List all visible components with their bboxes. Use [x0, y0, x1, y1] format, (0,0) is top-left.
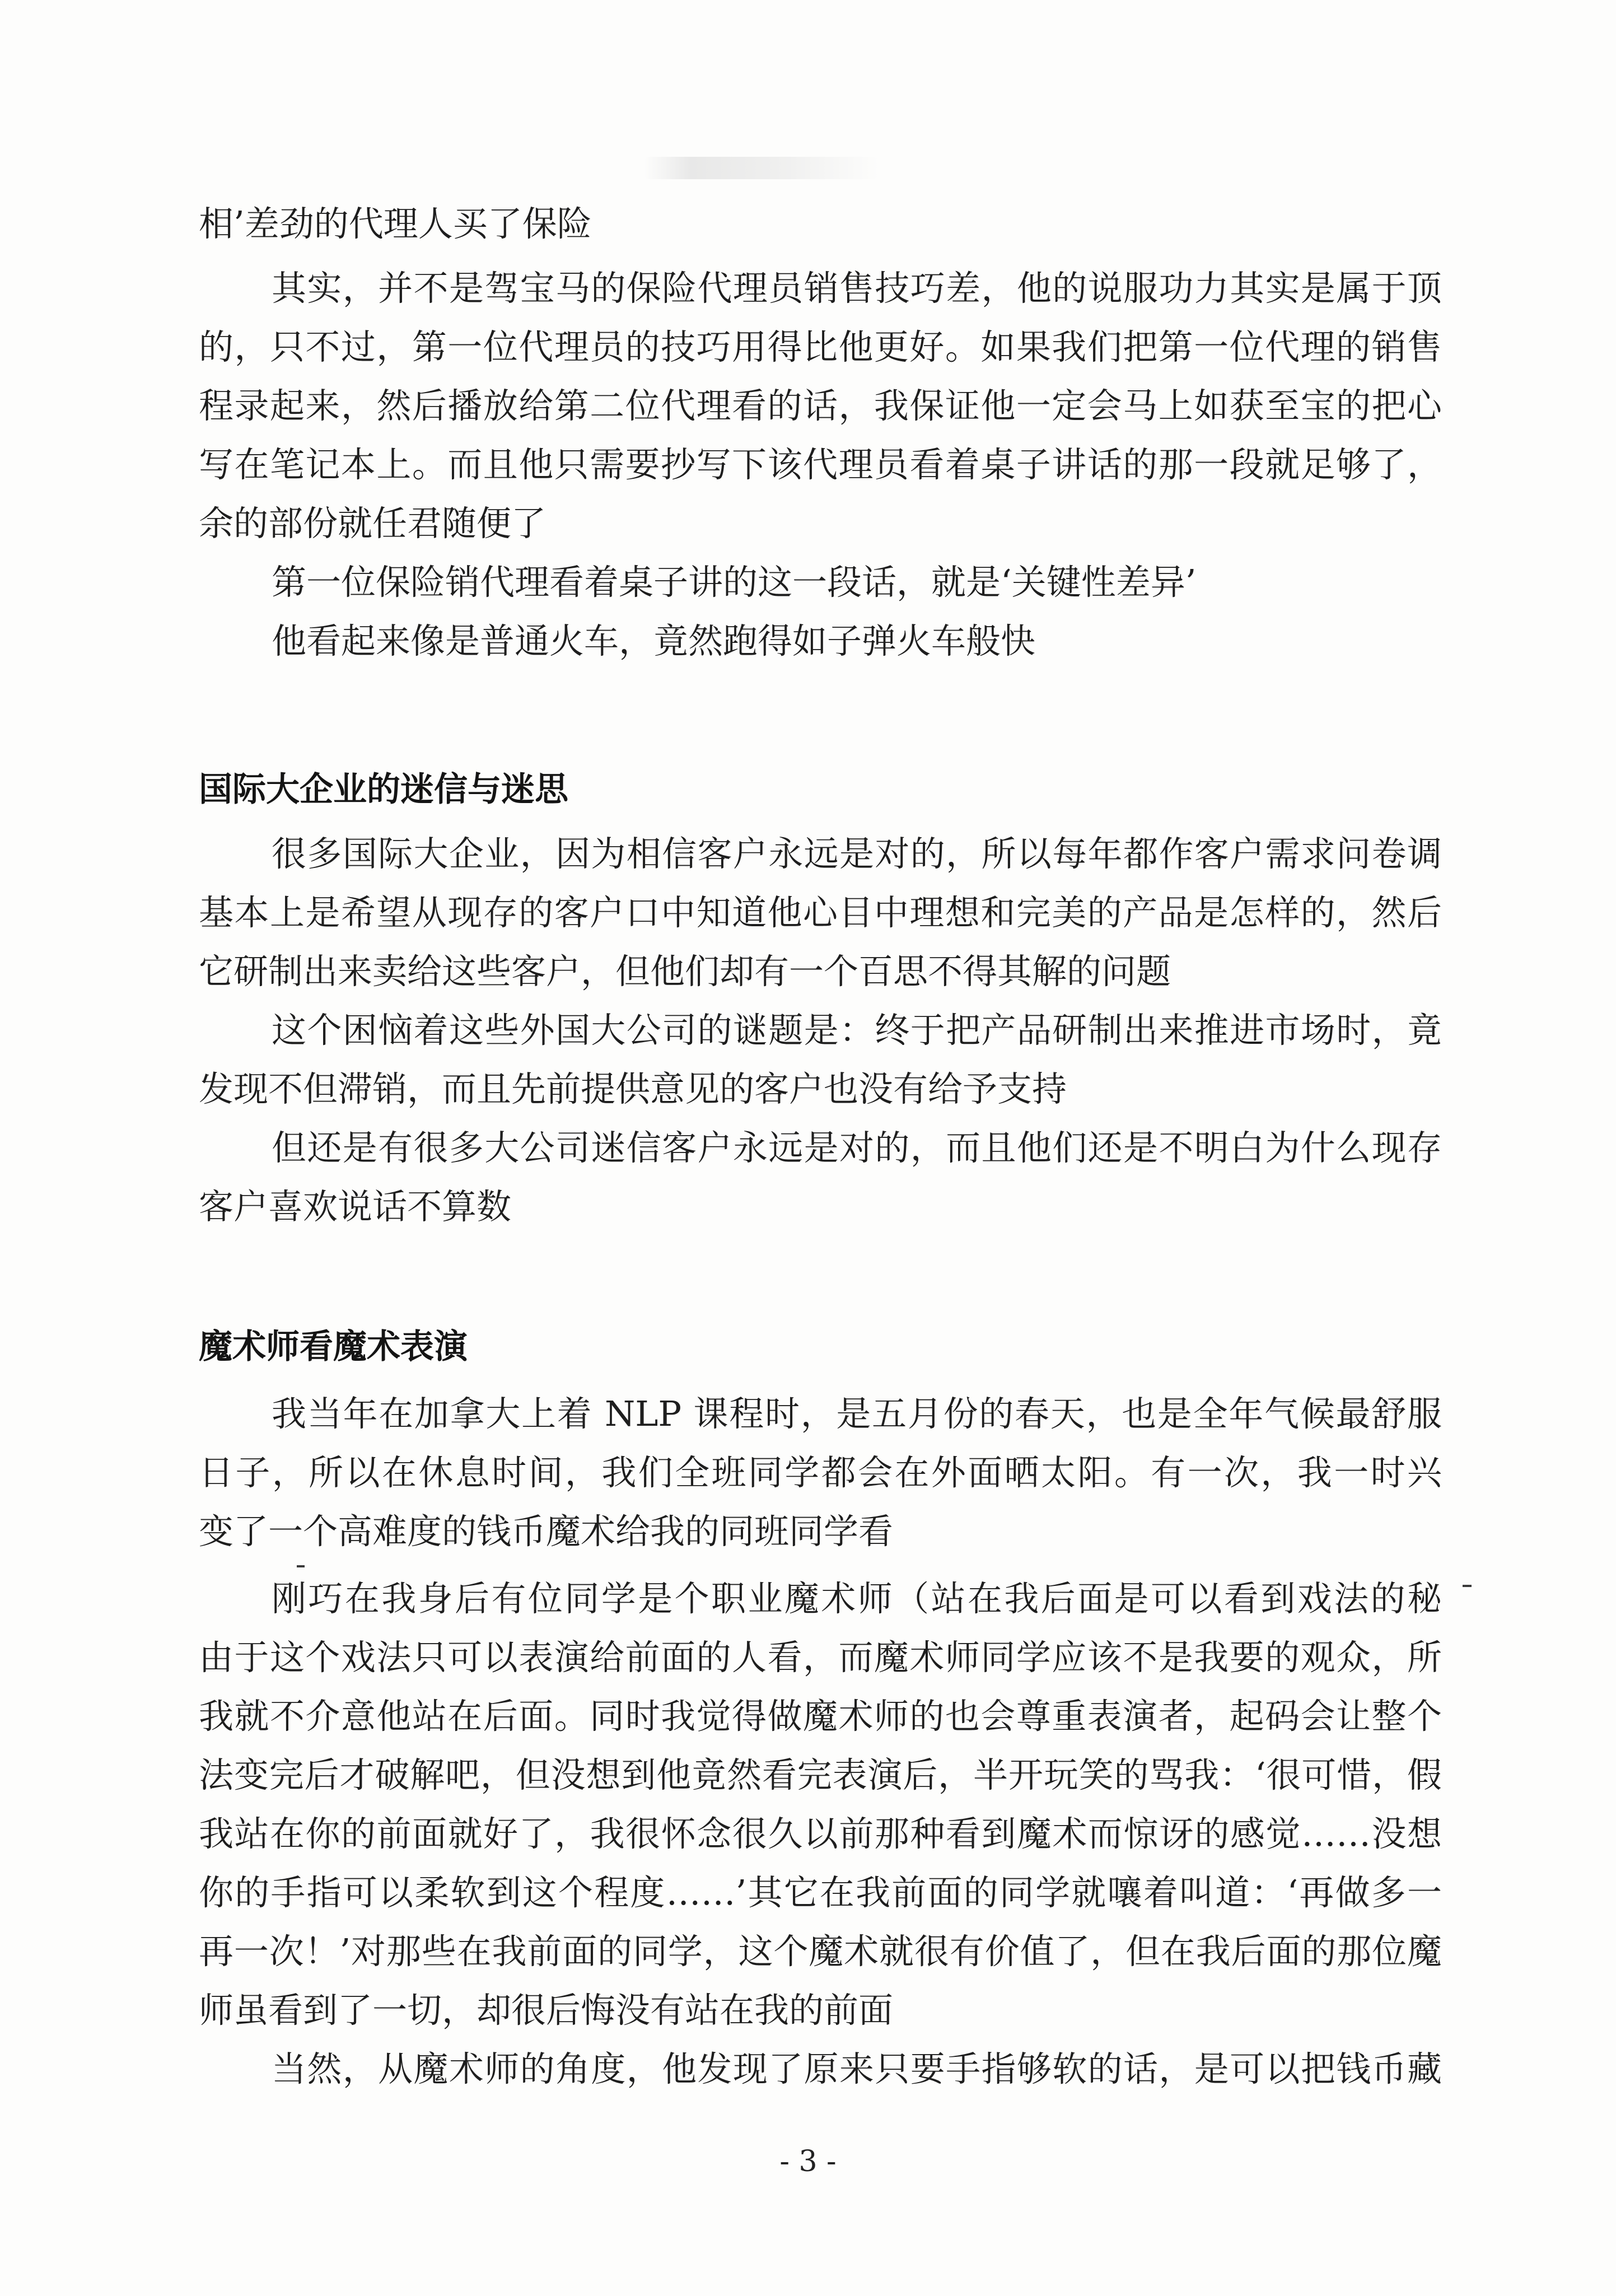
- text-line: 这个困恼着这些外国大公司的谜题是：终于把产品研制出来推进市场时，竟: [272, 1010, 1442, 1051]
- text-line: 我就不介意他站在后面。同时我觉得做魔术师的也会尊重表演者，起码会让整个: [199, 1696, 1442, 1737]
- scan-speck: [297, 1565, 305, 1567]
- text-line: 客户喜欢说话不算数: [199, 1186, 512, 1227]
- text-line: 相’差劲的代理人买了保险: [199, 203, 592, 244]
- text-line: 很多国际大企业，因为相信客户永远是对的，所以每年都作客户需求问卷调: [272, 833, 1442, 874]
- section-heading: 国际大企业的迷信与迷思: [199, 770, 568, 809]
- text-line: 它研制出来卖给这些客户，但他们却有一个百思不得其解的问题: [199, 951, 1171, 992]
- faint-running-head: [644, 157, 879, 179]
- text-line: 但还是有很多大公司迷信客户永远是对的，而且他们还是不明白为什么现存: [272, 1127, 1442, 1168]
- text-line: 余的部份就任君随便了: [199, 503, 547, 544]
- text-line: 师虽看到了一切，却很后悔没有站在我的前面: [199, 1990, 894, 2031]
- text-line: 的，只不过，第一位代理员的技巧用得比他更好。如果我们把第一位代理的销售: [199, 326, 1442, 367]
- text-line: 我当年在加拿大上着 NLP 课程时，是五月份的春天，也是全年气候最舒服: [272, 1393, 1442, 1434]
- page-number: - 3 -: [779, 2145, 837, 2178]
- text-line: 其实，并不是驾宝马的保险代理员销售技巧差，他的说服功力其实是属于顶: [272, 268, 1442, 309]
- text-line: 法变完后才破解吧，但没想到他竟然看完表演后，半开玩笑的骂我：‘很可惜，假: [199, 1754, 1442, 1795]
- text-line: 你的手指可以柔软到这个程度……’其它在我前面的同学就嚷着叫道：‘再做多一: [199, 1872, 1442, 1913]
- scan-speck: [1463, 1585, 1472, 1587]
- text-line: 变了一个高难度的钱币魔术给我的同班同学看: [199, 1511, 894, 1552]
- text-line: 日子，所以在休息时间，我们全班同学都会在外面晒太阳。有一次，我一时兴: [199, 1452, 1442, 1493]
- text-line: 再一次！’对那些在我前面的同学，这个魔术就很有价值了，但在我后面的那位魔: [199, 1931, 1442, 1972]
- section-heading: 魔术师看魔术表演: [199, 1327, 468, 1366]
- text-line: 第一位保险销代理看着桌子讲的这一段话，就是‘关键性差异’: [272, 562, 1197, 603]
- text-line: 由于这个戏法只可以表演给前面的人看，而魔术师同学应该不是我要的观众，所: [199, 1637, 1442, 1678]
- text-line: 我站在你的前面就好了，我很怀念很久以前那种看到魔术而惊讶的感觉……没想: [199, 1813, 1442, 1854]
- text-line: 写在笔记本上。而且他只需要抄写下该代理员看着桌子讲话的那一段就足够了，: [199, 444, 1442, 485]
- text-line: 基本上是希望从现存的客户口中知道他心目中理想和完美的产品是怎样的，然后: [199, 892, 1442, 933]
- text-line: 程录起来，然后播放给第二位代理看的话，我保证他一定会马上如获至宝的把心: [199, 385, 1442, 426]
- text-line: 刚巧在我身后有位同学是个职业魔术师（站在我后面是可以看到戏法的秘: [272, 1578, 1442, 1619]
- text-line: 发现不但滞销，而且先前提供意见的客户也没有给予支持: [199, 1068, 1067, 1109]
- text-line: 他看起来像是普通火车，竟然跑得如子弹火车般快: [272, 620, 1036, 661]
- text-line: 当然，从魔术师的角度，他发现了原来只要手指够软的话，是可以把钱币藏: [272, 2048, 1442, 2089]
